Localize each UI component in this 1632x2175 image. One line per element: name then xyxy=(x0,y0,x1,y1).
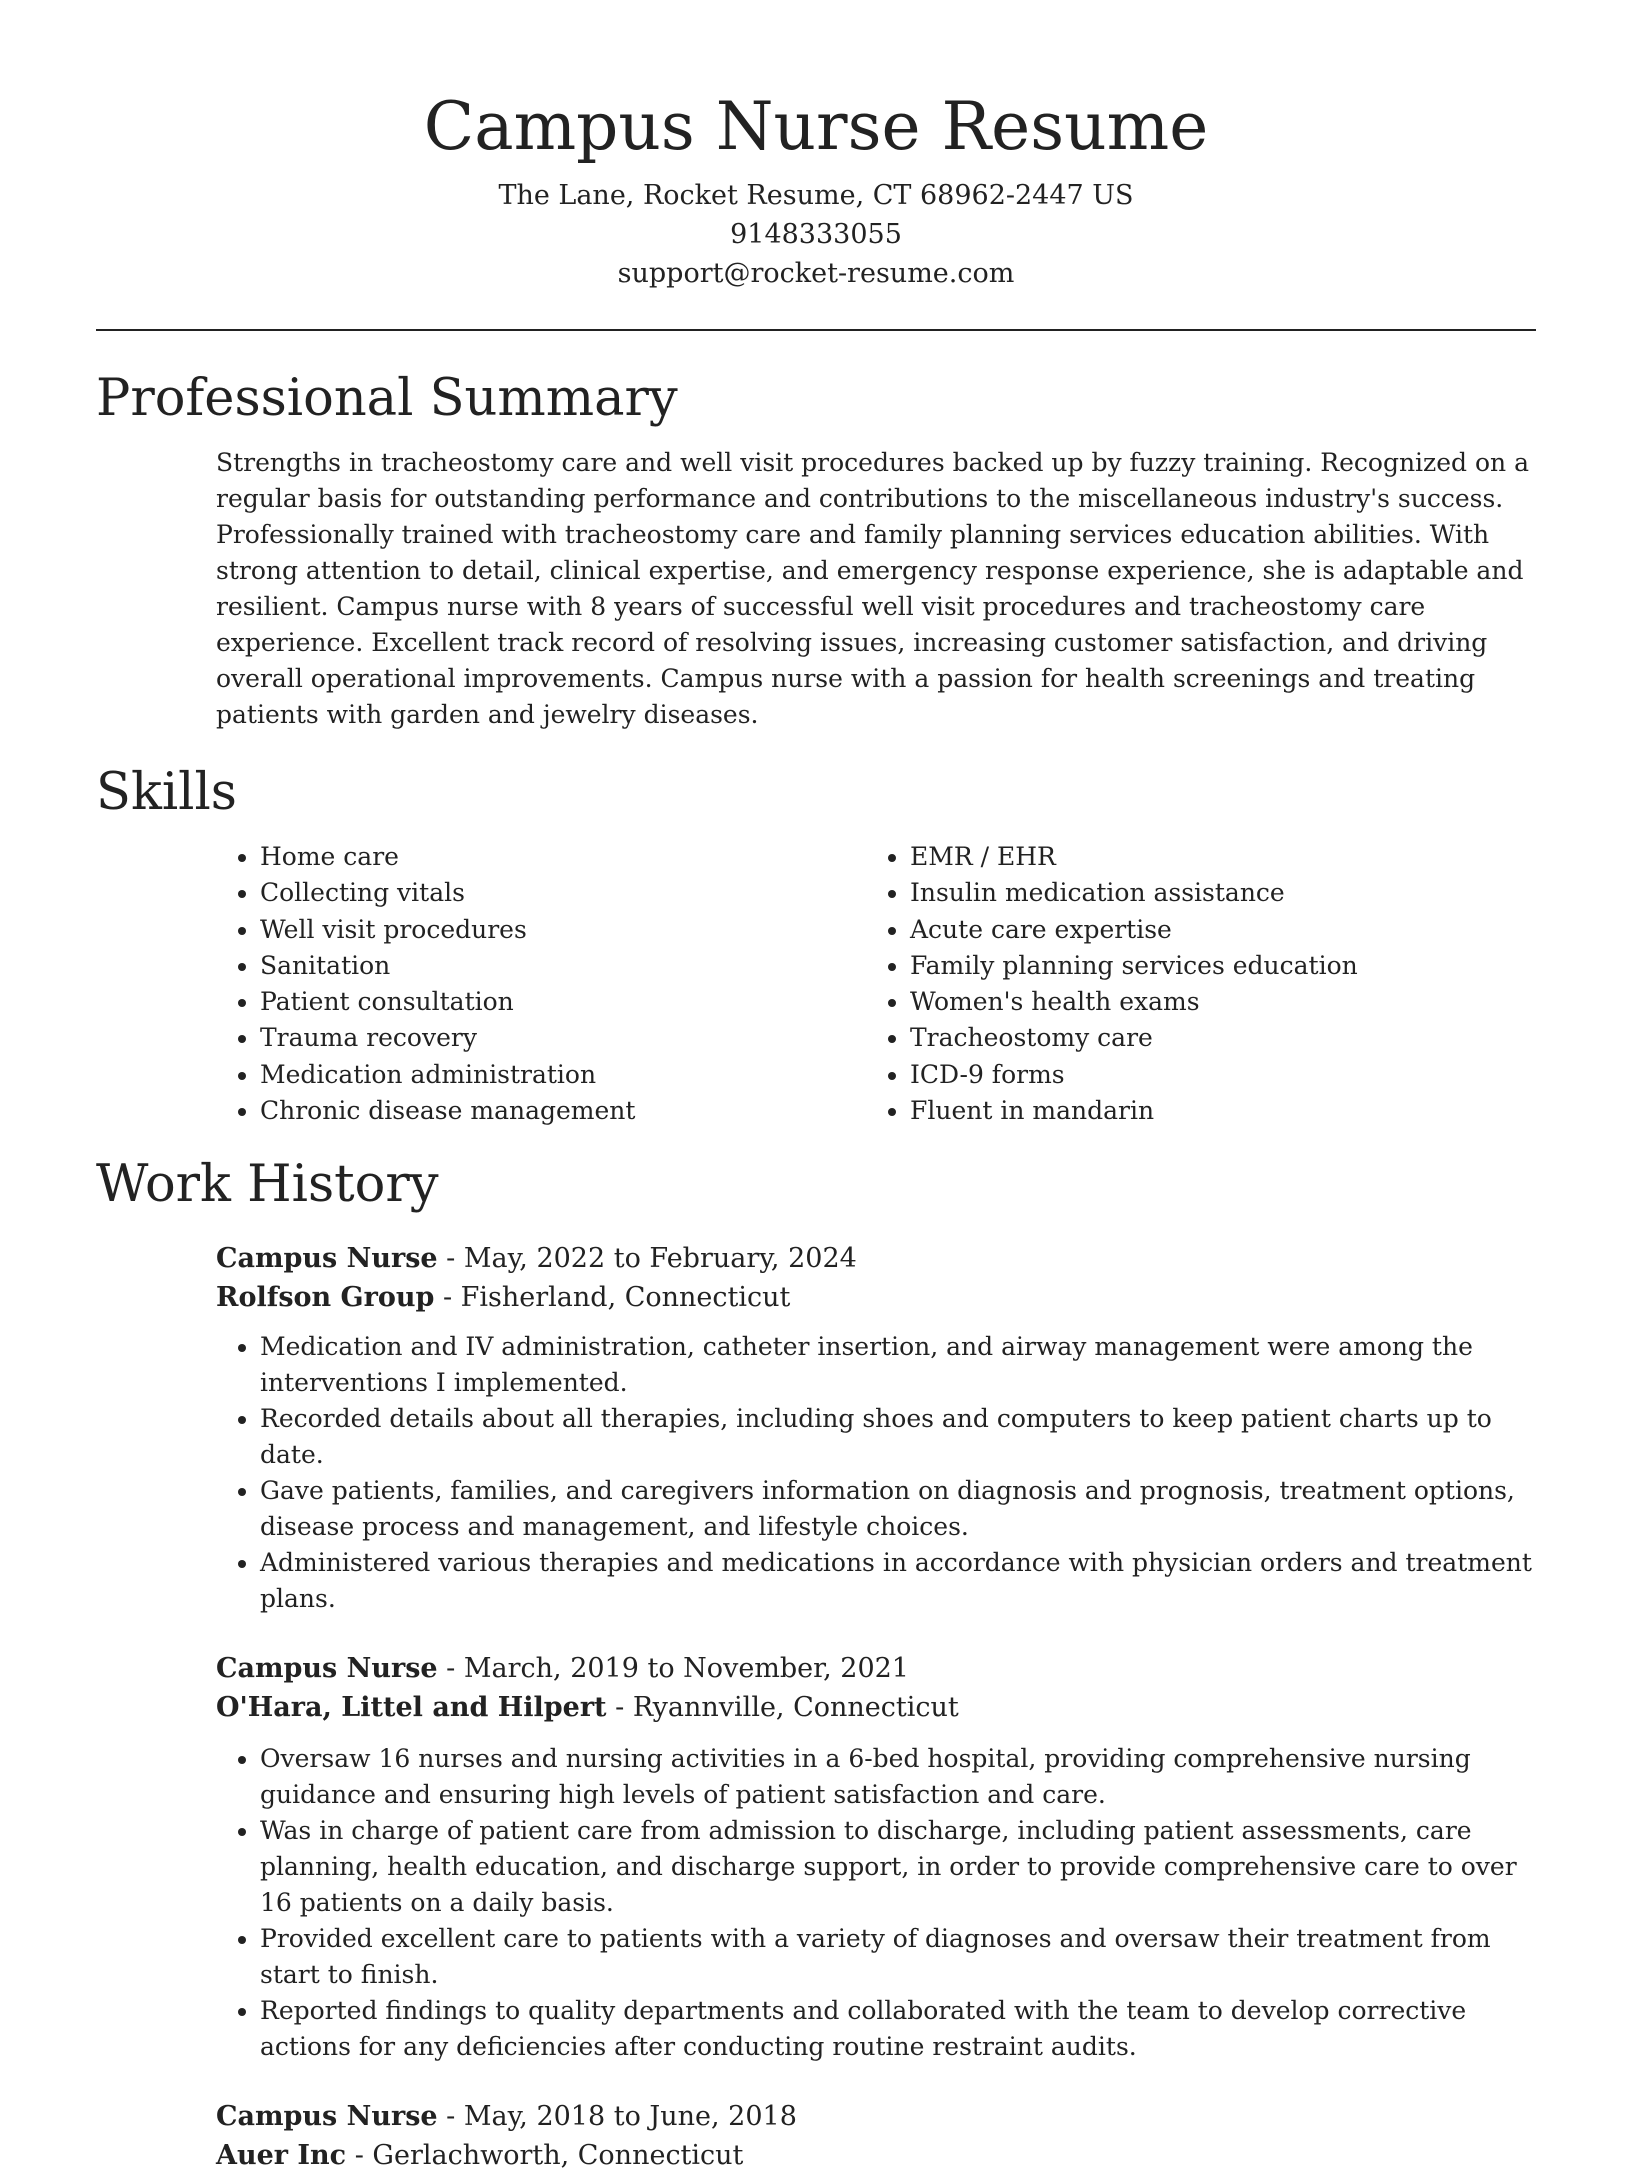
job-location: - Gerlachworth, Connecticut xyxy=(354,2140,744,2172)
email-address: support@rocket-resume.com xyxy=(617,258,1015,289)
resume-title: Campus Nurse Resume xyxy=(423,88,1209,165)
resume-header xyxy=(96,0,1536,293)
job-duty: • Was in charge of patient care from admission to discharge, including patient assessments, care planning, health education, and discharge support, in order to provide comprehensive care to over 16 patients on a daily basis. xyxy=(260,1813,1536,1921)
skill-item: • Women's health exams xyxy=(910,984,1516,1020)
job-duty: • Recorded details about all therapies, including shoes and computers to keep patient charts up to date. xyxy=(260,1401,1536,1473)
address: The Lane, Rocket Resume, CT 68962-2447 US xyxy=(498,180,1134,211)
professional-summary-section xyxy=(96,367,1536,733)
job-company-line xyxy=(216,1278,1536,1317)
skill-item: • Collecting vitals xyxy=(260,875,866,911)
work-history-section xyxy=(96,1153,1536,2175)
job-title-line xyxy=(216,1649,1536,1688)
job-duty: • Oversaw 16 nurses and nursing activities in a 6-bed hospital, providing comprehensive nursing guidance and ensuring high levels of patient satisfaction and care. xyxy=(260,1741,1536,1813)
skill-item: • Home care xyxy=(260,839,866,875)
section-title-summary: Professional Summary xyxy=(96,369,678,428)
job-duty: • Gave patients, families, and caregivers information on diagnosis and prognosis, treatment options, disease process and management, and lifestyle choices. xyxy=(260,1473,1536,1545)
job-location: - Fisherland, Connecticut xyxy=(442,1282,791,1314)
job-dates: - May, 2018 to June, 2018 xyxy=(446,2101,797,2133)
skill-item: • Trauma recovery xyxy=(260,1020,866,1056)
job-dates: - March, 2019 to November, 2021 xyxy=(446,1653,909,1685)
company-name: Auer Inc xyxy=(216,2140,347,2172)
job-duty: • Reported findings to quality departments and collaborated with the team to develop corrective actions for any deficiencies after conducting routine restraint audits. xyxy=(260,1993,1536,2065)
skill-item: • Family planning services education xyxy=(910,948,1516,984)
skill-item: • Medication administration xyxy=(260,1057,866,1093)
job-title: Campus Nurse xyxy=(216,1653,438,1685)
skill-item: • Well visit procedures xyxy=(260,912,866,948)
skill-item: • Acute care expertise xyxy=(910,912,1516,948)
skills-section xyxy=(96,761,1536,1129)
job-duty: • Provided excellent care to patients with a variety of diagnoses and oversaw their treatment from start to finish. xyxy=(260,1921,1536,1993)
company-name: O'Hara, Littel and Hilpert xyxy=(216,1692,607,1724)
contact-info xyxy=(96,176,1536,293)
job-title: Campus Nurse xyxy=(216,2101,438,2133)
company-name: Rolfson Group xyxy=(216,1282,435,1314)
job-duties-list xyxy=(216,1741,1536,2065)
section-title-skills: Skills xyxy=(96,763,237,822)
job-company-line xyxy=(216,2136,1536,2175)
header-divider xyxy=(96,329,1536,331)
skill-item: • Sanitation xyxy=(260,948,866,984)
job-title-line xyxy=(216,2097,1536,2136)
job-duty: • Administered various therapies and medications in accordance with physician orders and treatment plans. xyxy=(260,1545,1536,1617)
skill-item: • Insulin medication assistance xyxy=(910,875,1516,911)
job-entry xyxy=(216,1649,1536,2065)
skill-item: • EMR / EHR xyxy=(910,839,1516,875)
skill-item: • ICD-9 forms xyxy=(910,1057,1516,1093)
skills-grid xyxy=(216,839,1536,1129)
phone-number: 9148333055 xyxy=(730,219,902,250)
resume-page xyxy=(96,0,1536,2175)
job-location: - Ryannville, Connecticut xyxy=(615,1692,959,1724)
summary-text: Strengths in tracheostomy care and well visit procedures backed up by fuzzy training. Recognized on a regular basis for outstanding performance and contributions to the miscellaneous industry's success. Professionally trained with tracheostomy care and family planning services education abilities. With strong attention to detail, clinical expertise, and emergency response experience, she is adaptable and resilient. Campus nurse with 8 years of successful well visit procedures and tracheostomy care experience. Excellent track record of resolving issues, increasing customer satisfaction, and driving overall operational improvements. Campus nurse with a passion for health screenings and treating patients with garden and jewelry diseases. xyxy=(216,448,1529,729)
skill-item: • Chronic disease management xyxy=(260,1093,866,1129)
job-entry xyxy=(216,1239,1536,1617)
job-title: Campus Nurse xyxy=(216,1243,438,1275)
skill-item: • Tracheostomy care xyxy=(910,1020,1516,1056)
job-company-line xyxy=(216,1688,1536,1727)
job-duty: • Medication and IV administration, catheter insertion, and airway management were among the interventions I implemented. xyxy=(260,1329,1536,1401)
skill-item: • Patient consultation xyxy=(260,984,866,1020)
job-dates: - May, 2022 to February, 2024 xyxy=(446,1243,857,1275)
skills-list-left xyxy=(216,839,866,1129)
skills-list-right xyxy=(866,839,1516,1129)
section-title-work-history: Work History xyxy=(96,1155,439,1215)
job-duties-list xyxy=(216,1329,1536,1617)
job-title-line xyxy=(216,1239,1536,1278)
skill-item: • Fluent in mandarin xyxy=(910,1093,1516,1129)
job-entry xyxy=(216,2097,1536,2175)
